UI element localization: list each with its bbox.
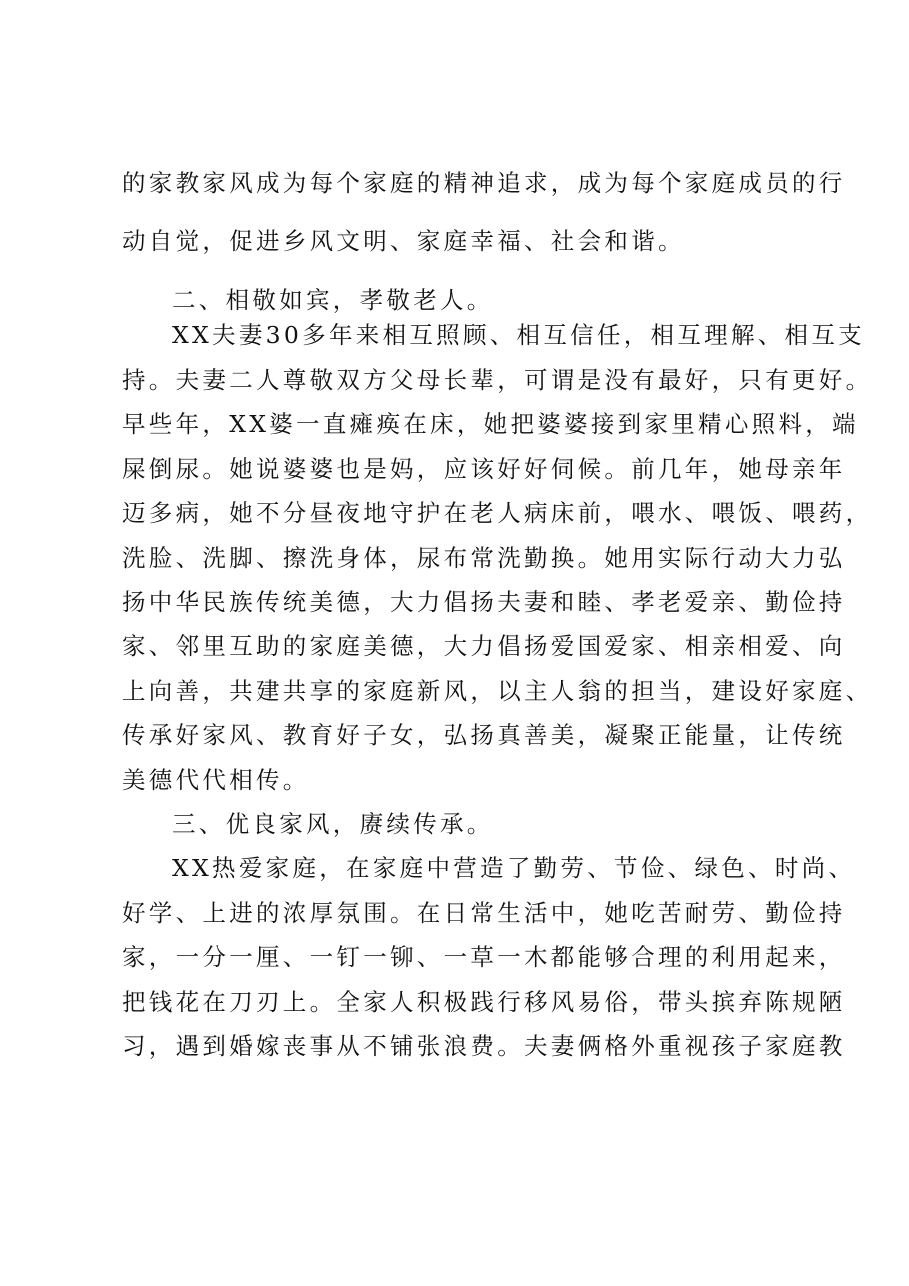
section-heading: 二、相敬如宾，孝敬老人。: [172, 286, 494, 314]
text-line: 的家教家风成为每个家庭的精神追求，成为每个家庭成员的行: [122, 169, 846, 197]
text-line: 好学、上进的浓厚氛围。在日常生活中，她吃苦耐劳、勤俭持: [122, 899, 846, 927]
text-line: 持。夫妻二人尊敬双方父母长辈，可谓是没有最好，只有更好。: [122, 366, 873, 394]
text-line: 传承好家风、教育好子女，弘扬真善美，凝聚正能量，让传统: [122, 721, 846, 749]
text-line: 上向善，共建共享的家庭新风，以主人翁的担当，建设好家庭、: [122, 677, 873, 705]
text-line: 家、邻里互助的家庭美德，大力倡扬爱国爱家、相亲相爱、向: [122, 632, 846, 660]
text-line: 迈多病，她不分昼夜地守护在老人病床前，喂水、喂饭、喂药，: [122, 499, 873, 527]
text-line: 美德代代相传。: [122, 766, 310, 794]
text-line: 扬中华民族传统美德，大力倡扬夫妻和睦、孝老爱亲、勤俭持: [122, 588, 846, 616]
section-heading: 三、优良家风，赓续传承。: [172, 810, 494, 838]
text-line: 家，一分一厘、一钉一铆、一草一木都能够合理的利用起来，: [122, 943, 846, 971]
text-line: 屎倒尿。她说婆婆也是妈，应该好好伺候。前几年，她母亲年: [122, 455, 846, 483]
text-line: 动自觉，促进乡风文明、家庭幸福、社会和谐。: [122, 227, 685, 255]
text-line: 早些年，XX婆一直瘫痪在床，她把婆婆接到家里精心照料，端: [122, 410, 859, 438]
text-line: 把钱花在刀刃上。全家人积极践行移风易俗，带头摈弃陈规陋: [122, 988, 846, 1016]
text-line: XX热爱家庭，在家庭中营造了勤劳、节俭、绿色、时尚、: [172, 854, 856, 882]
text-line: 习，遇到婚嫁丧事从不铺张浪费。夫妻俩格外重视孩子家庭教: [122, 1032, 846, 1060]
text-line: 洗脸、洗脚、擦洗身体，尿布常洗勤换。她用实际行动大力弘: [122, 544, 846, 572]
text-line: XX夫妻30多年来相互照顾、相互信任，相互理解、相互支: [172, 321, 865, 349]
